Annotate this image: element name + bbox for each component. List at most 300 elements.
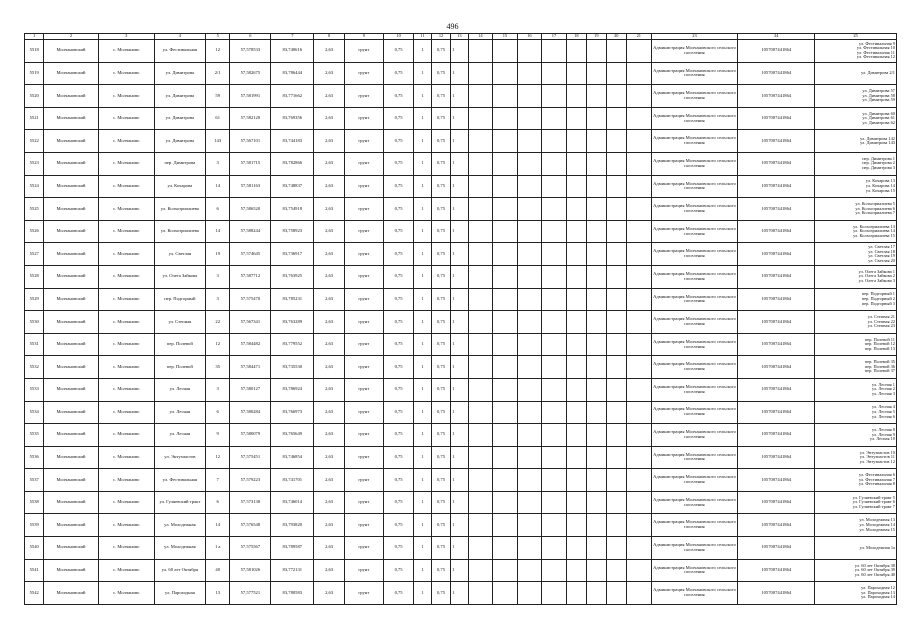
area-cell: 2,63 — [314, 107, 345, 130]
address-line: ул. Фестивальная 7 — [859, 476, 895, 482]
settlement-cell: с. Молчаново — [98, 537, 154, 560]
addresses-cell — [815, 446, 897, 469]
ogrn-cell: 1057007441864 — [738, 582, 815, 605]
empty-cell — [468, 130, 493, 153]
empty-cell — [566, 559, 586, 582]
col13-cell: 0,75 — [431, 469, 450, 492]
street-cell: пер. Димитрова — [154, 152, 205, 175]
addresses-cell — [815, 220, 897, 243]
empty-cell — [627, 62, 652, 85]
empty-cell — [517, 537, 542, 560]
col13-cell: 0,75 — [431, 288, 450, 311]
owner-cell: Администрация Молчановского сельского поселения — [651, 288, 738, 311]
district-cell: Молчановский — [44, 559, 98, 582]
address-line: ул. Пароходная 14 — [861, 594, 895, 600]
empty-cell — [542, 311, 567, 334]
address-line: ул. 60 лет Октября 40 — [854, 571, 895, 577]
district-cell: Молчановский — [44, 446, 98, 469]
col11-cell: 0,75 — [383, 491, 414, 514]
settlement-cell: с. Молчаново — [98, 85, 154, 108]
empty-cell — [493, 85, 518, 108]
empty-cell — [468, 559, 493, 582]
col12-cell: 1 — [414, 446, 431, 469]
col14-cell: 1 — [451, 582, 468, 605]
register-table — [24, 33, 897, 605]
area-cell: 2,63 — [314, 559, 345, 582]
address-line: ул. Фестивальная 8 — [859, 481, 895, 487]
area-cell: 2,63 — [314, 220, 345, 243]
owner-cell: Администрация Молчановского сельского поселения — [651, 446, 738, 469]
empty-cell — [517, 378, 542, 401]
surface-cell: грунт — [344, 243, 383, 266]
latitude-cell: 57,580127 — [230, 378, 271, 401]
ogrn-cell: 1057007441864 — [738, 424, 815, 447]
longitude-cell: 83,782866 — [271, 152, 314, 175]
area-cell: 2,63 — [314, 424, 345, 447]
col12-cell: 1 — [414, 107, 431, 130]
row-number: 5535 — [25, 424, 44, 447]
address-line: ул. Молодежная 15 — [859, 526, 895, 532]
empty-cell — [587, 130, 606, 153]
address-line: ул. Энтузиастов 11 — [859, 454, 895, 460]
area-cell: 2,63 — [314, 288, 345, 311]
addresses-cell — [815, 333, 897, 356]
settlement-cell: с. Молчаново — [98, 220, 154, 243]
col11-cell: 0,75 — [383, 220, 414, 243]
empty-cell — [468, 175, 493, 198]
empty-cell — [566, 356, 586, 379]
empty-cell — [493, 582, 518, 605]
empty-cell — [517, 243, 542, 266]
ogrn-cell: 1057007441864 — [738, 559, 815, 582]
addresses-cell — [815, 537, 897, 560]
settlement-cell: с. Молчаново — [98, 198, 154, 221]
empty-cell — [627, 220, 652, 243]
house-cell: 61 — [205, 107, 230, 130]
empty-cell — [542, 333, 567, 356]
settlement-cell: с. Молчаново — [98, 175, 154, 198]
empty-cell — [606, 514, 626, 537]
col13-cell: 0,75 — [431, 514, 450, 537]
empty-cell — [606, 152, 626, 175]
row-number: 5528 — [25, 265, 44, 288]
house-cell: 6 — [205, 198, 230, 221]
empty-cell — [468, 333, 493, 356]
col12-cell: 1 — [414, 469, 431, 492]
col11-cell: 0,75 — [383, 243, 414, 266]
empty-cell — [517, 311, 542, 334]
street-cell: ул. Кочарова — [154, 175, 205, 198]
empty-cell — [542, 559, 567, 582]
empty-cell — [587, 491, 606, 514]
empty-cell — [606, 491, 626, 514]
settlement-cell: с. Молчаново — [98, 152, 154, 175]
empty-cell — [627, 378, 652, 401]
col11-cell: 0,75 — [383, 311, 414, 334]
district-cell: Молчановский — [44, 582, 98, 605]
table-row — [25, 265, 897, 288]
col11-cell: 0,75 — [383, 265, 414, 288]
empty-cell — [606, 243, 626, 266]
empty-cell — [587, 40, 606, 63]
street-cell: ул. Степная — [154, 311, 205, 334]
empty-cell — [566, 514, 586, 537]
empty-cell — [566, 446, 586, 469]
row-number: 5531 — [25, 333, 44, 356]
address-line: ул. Димитрова 143 — [860, 140, 895, 146]
row-number: 5542 — [25, 582, 44, 605]
column-header: 13 — [451, 34, 468, 40]
district-cell: Молчановский — [44, 288, 98, 311]
empty-cell — [468, 424, 493, 447]
ogrn-cell: 1057007441864 — [738, 243, 815, 266]
address-line: пер. Подгорный 3 — [861, 300, 895, 306]
column-header: 7 — [271, 34, 314, 40]
empty-cell — [517, 559, 542, 582]
table-row — [25, 288, 897, 311]
empty-cell — [468, 491, 493, 514]
street-cell: пер. Полевой — [154, 356, 205, 379]
col11-cell: 0,75 — [383, 85, 414, 108]
address-line: ул. Гуляевский тракт 6 — [852, 499, 895, 505]
empty-cell — [566, 537, 586, 560]
address-line: пер. Полевой 36 — [864, 363, 895, 369]
empty-cell — [493, 559, 518, 582]
addresses-cell — [815, 152, 897, 175]
address-line: ул. Лесная 4 — [872, 404, 895, 410]
owner-cell: Администрация Молчановского сельского поселения — [651, 243, 738, 266]
empty-cell — [606, 469, 626, 492]
address-line: ул. Колхозриалиева 5 — [855, 201, 895, 207]
empty-cell — [566, 175, 586, 198]
empty-cell — [517, 288, 542, 311]
longitude-cell: 83,746854 — [271, 446, 314, 469]
district-cell: Молчановский — [44, 401, 98, 424]
empty-cell — [468, 514, 493, 537]
empty-cell — [468, 198, 493, 221]
house-cell: 12 — [205, 333, 230, 356]
surface-cell: грунт — [344, 311, 383, 334]
area-cell: 2,63 — [314, 491, 345, 514]
address-line: ул. Пароходная 13 — [861, 589, 895, 595]
col12-cell: 1 — [414, 333, 431, 356]
house-cell: 2/1 — [205, 62, 230, 85]
empty-cell — [606, 333, 626, 356]
area-cell: 2,63 — [314, 62, 345, 85]
row-number: 5540 — [25, 537, 44, 560]
empty-cell — [566, 333, 586, 356]
latitude-cell: 57,588244 — [230, 220, 271, 243]
col11-cell: 0,75 — [383, 130, 414, 153]
empty-cell — [517, 107, 542, 130]
area-cell: 2,63 — [314, 85, 345, 108]
longitude-cell: 83,744183 — [271, 130, 314, 153]
table-row — [25, 559, 897, 582]
row-number: 5527 — [25, 243, 44, 266]
empty-cell — [542, 537, 567, 560]
empty-cell — [627, 85, 652, 108]
longitude-cell: 83,771662 — [271, 85, 314, 108]
table-row — [25, 62, 897, 85]
area-cell: 2,63 — [314, 152, 345, 175]
empty-cell — [542, 152, 567, 175]
district-cell: Молчановский — [44, 265, 98, 288]
column-header: 24 — [738, 34, 815, 40]
address-line: ул. Лесная 9 — [872, 431, 895, 437]
address-line: ул. Димитрова 57 — [862, 88, 895, 94]
empty-cell — [468, 85, 493, 108]
empty-cell — [587, 582, 606, 605]
empty-cell — [627, 582, 652, 605]
page-number: 496 — [446, 22, 459, 31]
owner-cell: Администрация Молчановского сельского поселения — [651, 40, 738, 63]
col11-cell: 0,75 — [383, 582, 414, 605]
settlement-cell: с. Молчаново — [98, 62, 154, 85]
house-cell: 22 — [205, 311, 230, 334]
empty-cell — [606, 85, 626, 108]
col13-cell: 0,75 — [431, 40, 450, 63]
empty-cell — [606, 40, 626, 63]
empty-cell — [627, 446, 652, 469]
address-line: ул. Гуляевский тракт 7 — [852, 503, 895, 509]
address-line: ул. Кочарова 15 — [865, 187, 895, 193]
street-cell: ул. Гуляевский тракт — [154, 491, 205, 514]
row-number: 5541 — [25, 559, 44, 582]
longitude-cell: 83,754918 — [271, 198, 314, 221]
address-line: ул. Светлая 20 — [868, 257, 895, 263]
empty-cell — [493, 198, 518, 221]
addresses-cell — [815, 469, 897, 492]
district-cell: Молчановский — [44, 198, 98, 221]
address-line: ул. Кочарова 14 — [865, 183, 895, 189]
col14-cell: 1 — [451, 243, 468, 266]
col12-cell: 1 — [414, 424, 431, 447]
empty-cell — [468, 446, 493, 469]
column-header: 16 — [517, 34, 542, 40]
empty-cell — [587, 220, 606, 243]
empty-cell — [606, 198, 626, 221]
longitude-cell: 83,772131 — [271, 559, 314, 582]
empty-cell — [587, 152, 606, 175]
area-cell: 2,63 — [314, 175, 345, 198]
empty-cell — [566, 378, 586, 401]
settlement-cell: с. Молчаново — [98, 378, 154, 401]
settlement-cell: с. Молчаново — [98, 491, 154, 514]
empty-cell — [627, 514, 652, 537]
latitude-cell: 57,575567 — [230, 537, 271, 560]
latitude-cell: 57,567101 — [230, 130, 271, 153]
owner-cell: Администрация Молчановского сельского поселения — [651, 582, 738, 605]
empty-cell — [606, 175, 626, 198]
col13-cell: 0,75 — [431, 198, 450, 221]
empty-cell — [517, 62, 542, 85]
empty-cell — [566, 85, 586, 108]
empty-cell — [517, 582, 542, 605]
empty-cell — [493, 311, 518, 334]
col13-cell: 0,75 — [431, 401, 450, 424]
empty-cell — [587, 311, 606, 334]
surface-cell: грунт — [344, 85, 383, 108]
surface-cell: грунт — [344, 401, 383, 424]
address-line: ул. Димитрова 62 — [862, 119, 895, 125]
empty-cell — [542, 491, 567, 514]
col14-cell: 1 — [451, 356, 468, 379]
col11-cell: 0,75 — [383, 62, 414, 85]
surface-cell: грунт — [344, 288, 383, 311]
empty-cell — [517, 401, 542, 424]
ogrn-cell: 1057007441864 — [738, 152, 815, 175]
empty-cell — [468, 469, 493, 492]
ogrn-cell: 1057007441864 — [738, 85, 815, 108]
latitude-cell: 57,579223 — [230, 469, 271, 492]
empty-cell — [587, 446, 606, 469]
longitude-cell: 83,741701 — [271, 469, 314, 492]
house-cell: 1 а — [205, 537, 230, 560]
col14-cell: 1 — [451, 491, 468, 514]
empty-cell — [606, 265, 626, 288]
row-number: 5523 — [25, 152, 44, 175]
col13-cell: 0,75 — [431, 243, 450, 266]
addresses-cell — [815, 198, 897, 221]
address-line: ул. Димитрова 59 — [862, 97, 895, 103]
street-cell: ул. Колхозриалиева — [154, 220, 205, 243]
ogrn-cell: 1057007441864 — [738, 401, 815, 424]
district-cell: Молчановский — [44, 491, 98, 514]
row-number: 5539 — [25, 514, 44, 537]
ogrn-cell: 1057007441864 — [738, 356, 815, 379]
address-line: ул. Молодежная 13 — [859, 517, 895, 523]
ogrn-cell: 1057007441864 — [738, 130, 815, 153]
address-line: ул. Фестивальная 11 — [857, 49, 895, 55]
col14-cell: 1 — [451, 401, 468, 424]
district-cell: Молчановский — [44, 333, 98, 356]
empty-cell — [566, 130, 586, 153]
col12-cell: 1 — [414, 378, 431, 401]
street-cell: ул. Светлая — [154, 243, 205, 266]
latitude-cell: 57,575470 — [230, 288, 271, 311]
address-line: ул. Фестивальная 10 — [856, 45, 895, 51]
col12-cell: 1 — [414, 152, 431, 175]
col13-cell: 0,75 — [431, 220, 450, 243]
address-line: ул. Лесная 8 — [872, 426, 895, 432]
street-cell: ул. Колхозриалиева — [154, 198, 205, 221]
longitude-cell: 83,789587 — [271, 537, 314, 560]
street-cell: ул. Лесная — [154, 401, 205, 424]
owner-cell: Администрация Молчановского сельского поселения — [651, 401, 738, 424]
area-cell: 2,63 — [314, 514, 345, 537]
table-row — [25, 152, 897, 175]
addresses-cell — [815, 401, 897, 424]
empty-cell — [587, 424, 606, 447]
empty-cell — [517, 152, 542, 175]
longitude-cell: 83,769356 — [271, 107, 314, 130]
empty-cell — [517, 130, 542, 153]
address-line: пер. Димитрова 1 — [862, 155, 895, 161]
empty-cell — [493, 152, 518, 175]
owner-cell: Администрация Молчановского сельского поселения — [651, 469, 738, 492]
house-cell: 14 — [205, 514, 230, 537]
empty-cell — [542, 424, 567, 447]
col11-cell: 0,75 — [383, 152, 414, 175]
empty-cell — [542, 220, 567, 243]
ogrn-cell: 1057007441864 — [738, 220, 815, 243]
district-cell: Молчановский — [44, 469, 98, 492]
house-cell: 6 — [205, 401, 230, 424]
empty-cell — [468, 243, 493, 266]
empty-cell — [468, 40, 493, 63]
column-header: 6 — [230, 34, 271, 40]
house-cell: 13 — [205, 582, 230, 605]
district-cell: Молчановский — [44, 62, 98, 85]
column-header: 18 — [566, 34, 586, 40]
latitude-cell: 57,581715 — [230, 152, 271, 175]
table-row — [25, 198, 897, 221]
column-header: 20 — [606, 34, 626, 40]
col13-cell: 0,75 — [431, 559, 450, 582]
area-cell: 2,63 — [314, 378, 345, 401]
empty-cell — [493, 175, 518, 198]
ogrn-cell: 1057007441864 — [738, 107, 815, 130]
column-header: 11 — [414, 34, 431, 40]
col12-cell: 1 — [414, 559, 431, 582]
col12-cell: 1 — [414, 220, 431, 243]
column-header: 21 — [627, 34, 652, 40]
empty-cell — [587, 356, 606, 379]
surface-cell: грунт — [344, 424, 383, 447]
col12-cell: 1 — [414, 40, 431, 63]
empty-cell — [606, 537, 626, 560]
address-line: ул. Лесная 6 — [872, 413, 895, 419]
col11-cell: 0,75 — [383, 288, 414, 311]
col13-cell: 0,75 — [431, 130, 450, 153]
street-cell: ул. Лесная — [154, 378, 205, 401]
address-line: ул. Степная 23 — [867, 323, 895, 329]
row-number: 5521 — [25, 107, 44, 130]
address-line: ул. Колхозриалиева 13 — [853, 223, 895, 229]
col11-cell: 0,75 — [383, 537, 414, 560]
settlement-cell: с. Молчаново — [98, 243, 154, 266]
empty-cell — [493, 401, 518, 424]
ogrn-cell: 1057007441864 — [738, 537, 815, 560]
empty-cell — [493, 491, 518, 514]
col11-cell: 0,75 — [383, 559, 414, 582]
col14-cell: 1 — [451, 446, 468, 469]
empty-cell — [627, 198, 652, 221]
street-cell: пер. Подгорный — [154, 288, 205, 311]
ogrn-cell: 1057007441864 — [738, 469, 815, 492]
empty-cell — [566, 424, 586, 447]
column-header: 12 — [431, 34, 450, 40]
table-row — [25, 378, 897, 401]
empty-cell — [606, 446, 626, 469]
empty-cell — [517, 220, 542, 243]
owner-cell: Администрация Молчановского сельского поселения — [651, 265, 738, 288]
area-cell: 2,63 — [314, 243, 345, 266]
col14-cell: 1 — [451, 175, 468, 198]
column-header: 14 — [468, 34, 493, 40]
empty-cell — [606, 582, 626, 605]
empty-cell — [468, 378, 493, 401]
area-cell: 2,63 — [314, 582, 345, 605]
col12-cell: 1 — [414, 198, 431, 221]
addresses-cell — [815, 288, 897, 311]
col12-cell: 1 — [414, 130, 431, 153]
empty-cell — [606, 62, 626, 85]
empty-cell — [566, 401, 586, 424]
owner-cell: Администрация Молчановского сельского поселения — [651, 356, 738, 379]
col14-cell: 1 — [451, 85, 468, 108]
address-line: ул. Колхозриалиева 15 — [853, 232, 895, 238]
